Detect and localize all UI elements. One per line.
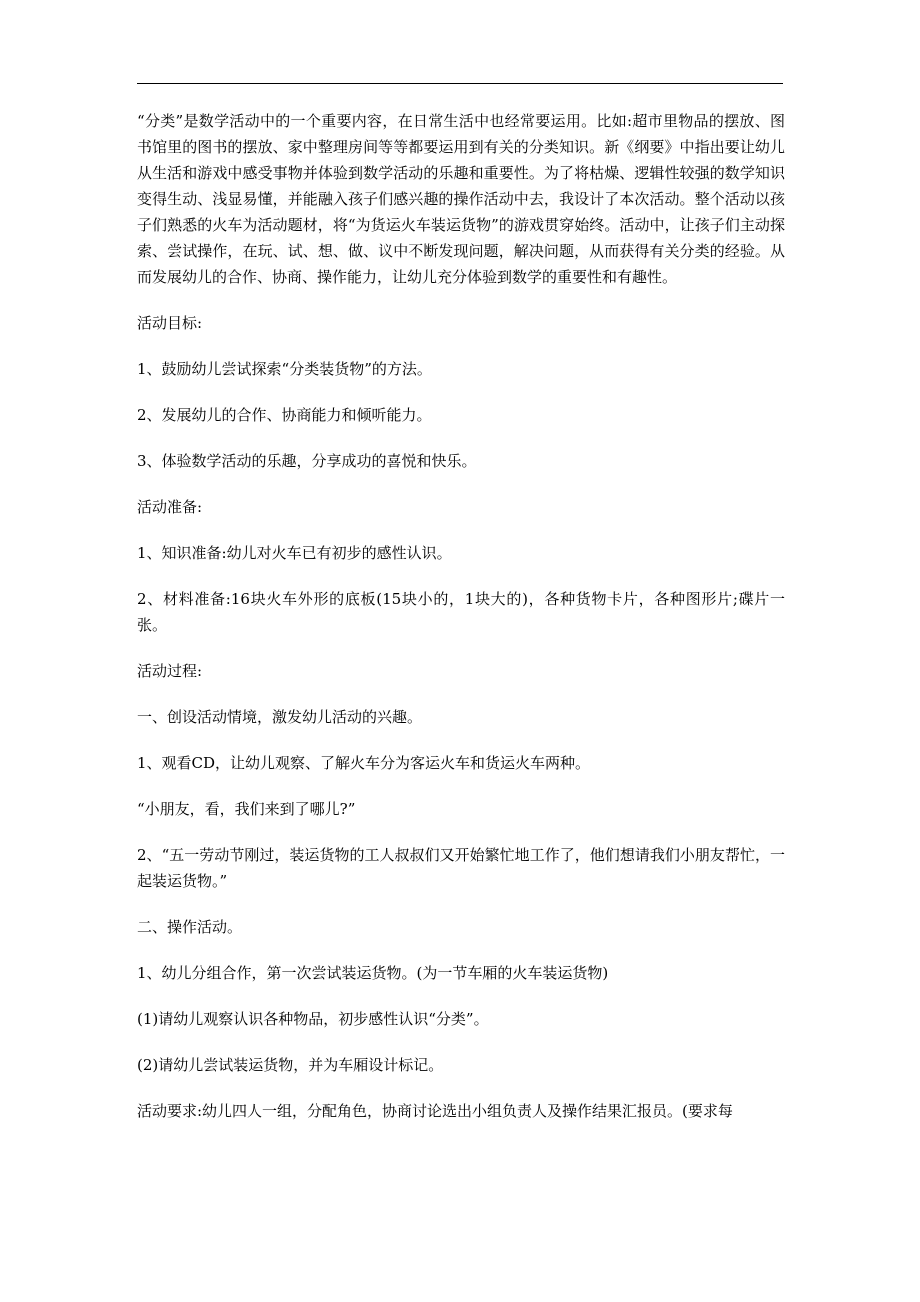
step-two-item-1: 1、幼儿分组合作，第一次尝试装运货物。(为一节车厢的火车装运货物) bbox=[137, 964, 609, 982]
requirement-paragraph: 活动要求:幼儿四人一组，分配角色，协商讨论选出小组负责人及操作结果汇报员。(要求每 bbox=[137, 1102, 733, 1120]
sub-item-1: (1)请幼儿观察认识各种物品，初步感性认识“分类”。 bbox=[137, 1010, 489, 1028]
goal-3: 3、体验数学活动的乐趣，分享成功的喜悦和快乐。 bbox=[137, 452, 477, 470]
goal-2: 2、发展幼儿的合作、协商能力和倾听能力。 bbox=[137, 406, 432, 424]
intro-paragraph: “分类”是数学活动中的一个重要内容，在日常生活中也经常要运用。比如:超市里物品的摆放、图书馆里的图书的摆放、家中整理房间等等都要运用到有关的分类知识。新《纲要》中指出要让幼儿从生活和游戏中感受事物并体验到数学活动的乐趣和重要性。为了将枯燥、逻辑性较强的数学知识变得生动、浅显易懂，并能融入孩子们感兴趣的操作活动中去，我设计了本次活动。整个活动以孩子们熟悉的火车为活动题材，将“为货运火车装运货物”的游戏贯穿始终。活动中，让孩子们主动探索、尝试操作，在玩、试、想、做、议中不断发现问题，解决问题，从而获得有关分类的经验。从而发展幼儿的合作、协商、操作能力，让幼儿充分体验到数学的重要性和有趣性。 bbox=[137, 112, 785, 286]
document-body bbox=[137, 108, 785, 1144]
sub-item-2: (2)请幼儿尝试装运货物，并为车厢设计标记。 bbox=[137, 1056, 444, 1074]
step-one-item-1: 1、观看CD，让幼儿观察、了解火车分为客运火车和货运火车两种。 bbox=[137, 754, 591, 772]
header-rule bbox=[137, 83, 783, 84]
step-one-heading: 一、创设活动情境，激发幼儿活动的兴趣。 bbox=[137, 708, 423, 726]
goals-heading: 活动目标: bbox=[137, 314, 203, 332]
prep-heading: 活动准备: bbox=[137, 498, 203, 516]
prep-2: 2、材料准备:16块火车外形的底板(15块小的，1块大的)，各种货物卡片，各种图形片;碟片一张。 bbox=[137, 590, 785, 634]
step-two-heading: 二、操作活动。 bbox=[137, 918, 243, 936]
process-heading: 活动过程: bbox=[137, 662, 203, 680]
quote-1: “小朋友，看，我们来到了哪儿?” bbox=[137, 800, 356, 818]
goal-1: 1、鼓励幼儿尝试探索“分类装货物”的方法。 bbox=[137, 360, 432, 378]
step-one-item-2: 2、“五一劳动节刚过，装运货物的工人叔叔们又开始繁忙地工作了，他们想请我们小朋友帮忙，一起装运货物。” bbox=[137, 846, 785, 890]
prep-1: 1、知识准备:幼儿对火车已有初步的感性认识。 bbox=[137, 544, 452, 562]
